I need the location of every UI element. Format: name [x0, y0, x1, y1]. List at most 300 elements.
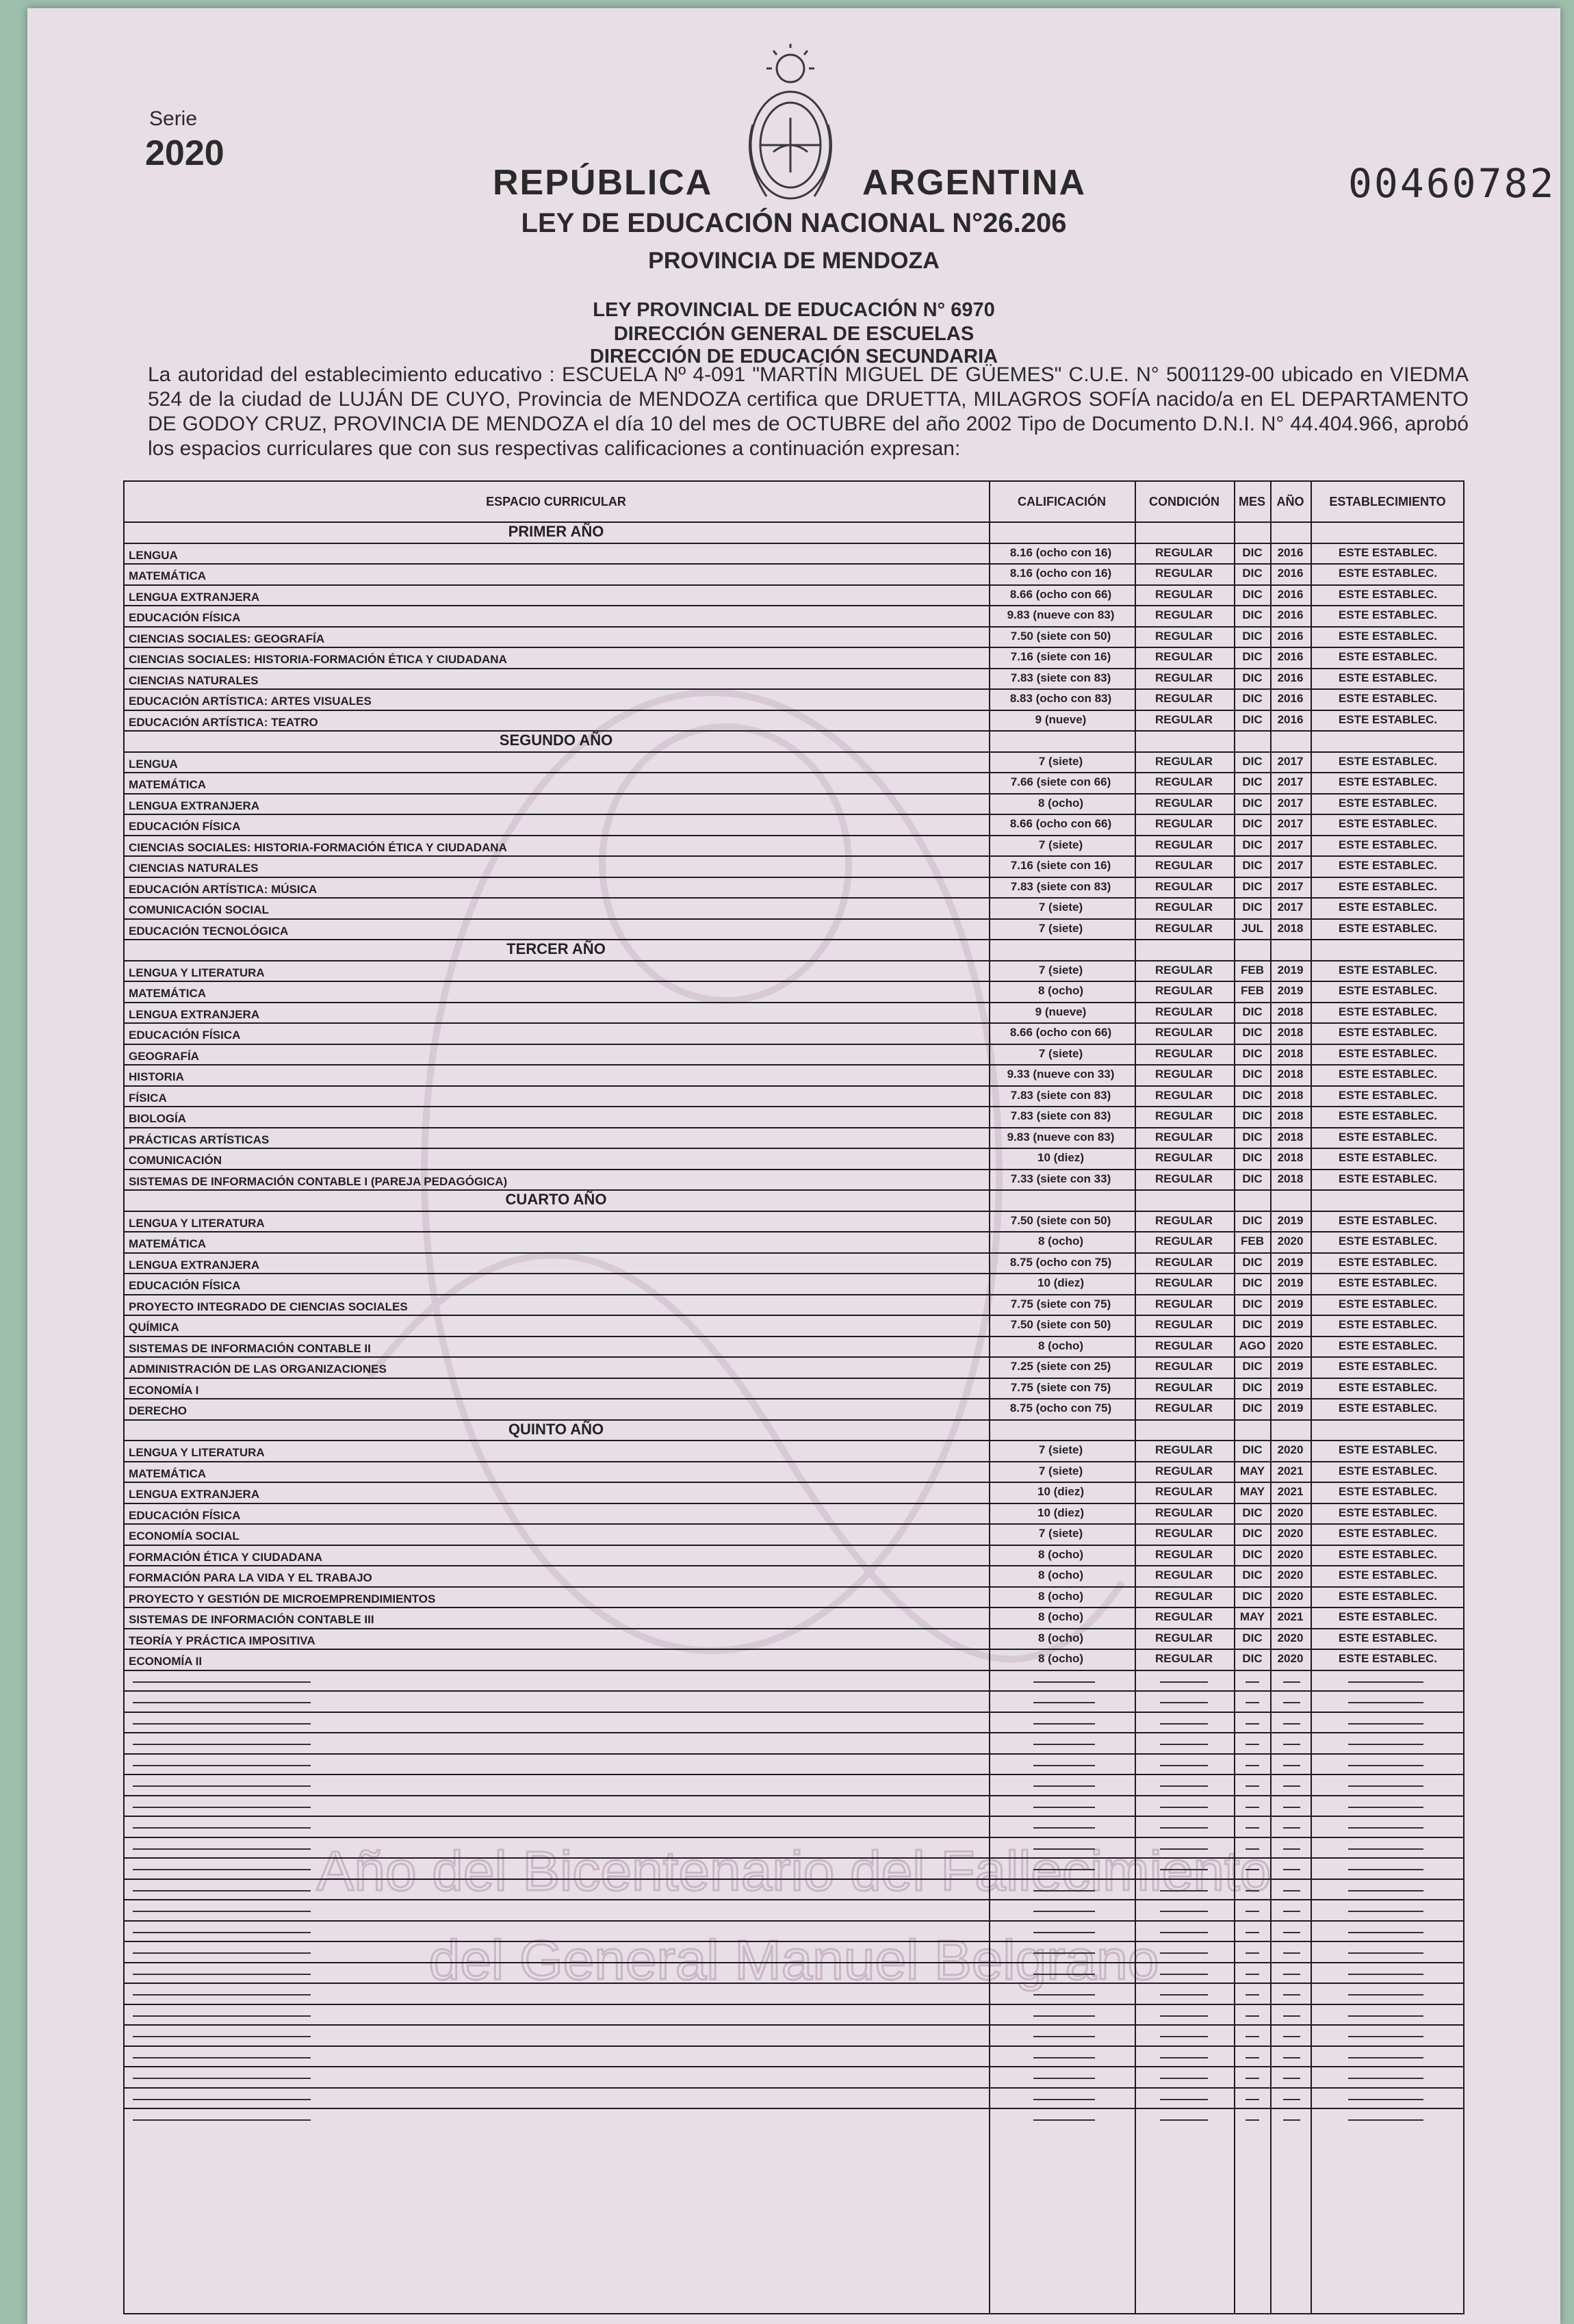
grade-cell: 8 (ocho) — [1037, 1339, 1084, 1352]
year-cell: 2020 — [1277, 1547, 1304, 1561]
condition-cell: REGULAR — [1154, 1276, 1213, 1289]
grade-cell: 7.16 (siete con 16) — [1010, 650, 1111, 663]
section-title: CUARTO AÑO — [505, 1191, 607, 1208]
year-cell: 2020 — [1277, 1652, 1304, 1665]
month-cell: DIC — [1242, 1068, 1263, 1081]
blank-line — [1160, 1681, 1208, 1683]
school-cell: ESTE ESTABLEC. — [1338, 1443, 1438, 1456]
month-cell: DIC — [1242, 1213, 1263, 1227]
table-row — [123, 1628, 1465, 1651]
blank-line — [1160, 2036, 1208, 2037]
watermark-line-2: del General Manuel Belgrano — [428, 1929, 1159, 1991]
school-cell: ESTE ESTABLEC. — [1338, 1026, 1438, 1039]
school-cell: ESTE ESTABLEC. — [1338, 1380, 1438, 1394]
blank-line — [133, 2057, 311, 2058]
subject-cell: EDUCACIÓN FÍSICA — [129, 1508, 241, 1522]
blank-line — [1283, 1974, 1300, 1975]
grade-cell: 7.75 (siete con 75) — [1010, 1380, 1111, 1394]
serial-number: 00460782 — [1348, 160, 1556, 207]
subject-cell: MATEMÁTICA — [129, 569, 206, 582]
school-cell: ESTE ESTABLEC. — [1338, 1046, 1438, 1060]
condition-cell: REGULAR — [1154, 692, 1213, 705]
subject-cell: BIOLOGÍA — [129, 1112, 187, 1125]
subject-cell: CIENCIAS NATURALES — [129, 862, 259, 875]
subject-cell: SISTEMAS DE INFORMACIÓN CONTABLE II — [129, 1341, 371, 1355]
blank-line — [1033, 1994, 1095, 1996]
blank-line — [1033, 2078, 1095, 2079]
year-cell: 2017 — [1277, 817, 1304, 830]
school-cell: ESTE ESTABLEC. — [1338, 1068, 1438, 1081]
school-cell: ESTE ESTABLEC. — [1338, 608, 1438, 621]
empty-row — [123, 2087, 1465, 2110]
table-row — [123, 563, 1465, 586]
grade-cell: 8 (ocho) — [1037, 1631, 1084, 1644]
blank-line — [1283, 1911, 1300, 1912]
table-row — [123, 605, 1465, 628]
condition-cell: REGULAR — [1154, 1318, 1213, 1331]
grade-cell: 7 (siete) — [1038, 1527, 1083, 1540]
condition-cell: REGULAR — [1154, 1568, 1213, 1581]
condition-cell: REGULAR — [1154, 796, 1213, 810]
school-cell: ESTE ESTABLEC. — [1338, 650, 1438, 663]
blank-line — [133, 1974, 311, 1975]
year-cell: 2020 — [1277, 1527, 1304, 1540]
blank-line — [1348, 1848, 1423, 1850]
direccion-secundaria: DIRECCIÓN DE EDUCACIÓN SECUNDARIA — [589, 346, 998, 367]
table-row — [123, 1044, 1465, 1066]
month-cell: DIC — [1242, 796, 1263, 810]
subject-cell: ADMINISTRACIÓN DE LAS ORGANIZACIONES — [129, 1363, 387, 1376]
subject-cell: MATEMÁTICA — [129, 987, 206, 1000]
subject-cell: COMUNICACIÓN — [129, 1154, 222, 1167]
condition-cell: REGULAR — [1154, 1213, 1213, 1227]
blank-line — [1348, 1827, 1423, 1829]
grade-cell: 10 (diez) — [1037, 1485, 1085, 1498]
month-cell: DIC — [1242, 608, 1263, 621]
blank-line — [1246, 2119, 1259, 2121]
school-cell: ESTE ESTABLEC. — [1338, 817, 1438, 830]
month-cell: DIC — [1242, 1046, 1263, 1060]
blank-line — [1246, 1932, 1259, 1933]
school-cell: ESTE ESTABLEC. — [1338, 1109, 1438, 1122]
month-cell: DIC — [1242, 1151, 1263, 1164]
year-cell: 2019 — [1277, 1402, 1304, 1415]
year-cell: 2019 — [1277, 1318, 1304, 1331]
year-cell: 2016 — [1277, 608, 1304, 621]
empty-row — [123, 1732, 1465, 1755]
grade-cell: 10 (diez) — [1037, 1151, 1085, 1164]
condition-cell: REGULAR — [1154, 984, 1213, 997]
blank-line — [1283, 2036, 1300, 2037]
month-cell: DIC — [1242, 1652, 1263, 1665]
blank-line — [1348, 1994, 1423, 1996]
school-cell: ESTE ESTABLEC. — [1338, 1485, 1438, 1498]
grade-cell: 9.83 (nueve con 83) — [1007, 1130, 1115, 1144]
empty-row — [123, 1983, 1465, 2005]
year-cell: 2018 — [1277, 1046, 1304, 1060]
grade-cell: 8.66 (ocho con 66) — [1009, 587, 1112, 601]
blank-line — [1283, 1848, 1300, 1850]
table-row — [123, 710, 1465, 732]
grade-cell: 7.16 (siete con 16) — [1010, 859, 1111, 872]
school-cell: ESTE ESTABLEC. — [1338, 587, 1438, 601]
blank-line — [1160, 1744, 1208, 1745]
school-cell: ESTE ESTABLEC. — [1338, 1255, 1438, 1269]
blank-line — [133, 1765, 311, 1766]
subject-cell: EDUCACIÓN FÍSICA — [129, 820, 241, 833]
condition-cell: REGULAR — [1154, 1380, 1213, 1394]
subject-cell: LENGUA EXTRANJERA — [129, 1007, 260, 1021]
blank-line — [1033, 2119, 1095, 2121]
section-row — [123, 939, 1465, 961]
empty-row — [123, 2045, 1465, 2068]
subject-cell: CIENCIAS SOCIALES: HISTORIA-FORMACIÓN ÉTICA Y CIUDADANA — [129, 840, 507, 854]
year-cell: 2021 — [1277, 1485, 1304, 1498]
blank-line — [1246, 1974, 1259, 1975]
table-row — [123, 855, 1465, 878]
serie-label: Serie — [149, 107, 198, 130]
school-cell: ESTE ESTABLEC. — [1338, 984, 1438, 997]
section-title: PRIMER AÑO — [508, 523, 604, 540]
blank-line — [1283, 1952, 1300, 1954]
blank-line — [1283, 2057, 1300, 2058]
blank-line — [133, 1681, 311, 1683]
table-row — [123, 1378, 1465, 1400]
argentina-heading: ARGENTINA — [862, 163, 1087, 203]
blank-line — [1033, 1785, 1095, 1787]
table-row — [123, 647, 1465, 669]
blank-line — [1348, 1932, 1423, 1933]
empty-row — [123, 1712, 1465, 1734]
blank-line — [1160, 1974, 1208, 1975]
year-cell: 2020 — [1277, 1631, 1304, 1644]
table-row — [123, 751, 1465, 774]
year-cell: 2016 — [1277, 712, 1304, 726]
blank-line — [133, 1994, 311, 1996]
blank-line — [1283, 1681, 1300, 1683]
subject-cell: LENGUA Y LITERATURA — [129, 966, 265, 979]
condition-cell: REGULAR — [1154, 1151, 1213, 1164]
month-cell: DIC — [1242, 1443, 1263, 1456]
subject-cell: HISTORIA — [129, 1070, 184, 1083]
month-cell: MAY — [1239, 1485, 1265, 1498]
month-cell: DIC — [1242, 1506, 1263, 1519]
subject-cell: LENGUA — [129, 757, 178, 771]
condition-cell: REGULAR — [1154, 712, 1213, 726]
blank-line — [1033, 1723, 1095, 1725]
blank-line — [1348, 1869, 1423, 1870]
year-cell: 2018 — [1277, 921, 1304, 935]
table-row — [123, 1294, 1465, 1317]
blank-line — [1246, 1848, 1259, 1850]
month-cell: DIC — [1242, 1088, 1263, 1102]
year-cell: 2019 — [1277, 1380, 1304, 1394]
condition-cell: REGULAR — [1154, 1297, 1213, 1311]
subject-cell: ECONOMÍA II — [129, 1655, 203, 1668]
condition-cell: REGULAR — [1154, 1506, 1213, 1519]
school-cell: ESTE ESTABLEC. — [1338, 567, 1438, 580]
blank-line — [1283, 1765, 1300, 1766]
blank-line — [133, 1911, 311, 1912]
blank-line — [1348, 2119, 1423, 2121]
subject-cell: MATEMÁTICA — [129, 1237, 206, 1250]
blank-line — [1160, 1994, 1208, 1996]
grade-cell: 7 (siete) — [1038, 1046, 1083, 1060]
section-row — [123, 1419, 1465, 1442]
ley-provincial: LEY PROVINCIAL DE EDUCACIÓN N° 6970 — [593, 299, 995, 321]
school-cell: ESTE ESTABLEC. — [1338, 1297, 1438, 1311]
subject-cell: EDUCACIÓN FÍSICA — [129, 1029, 241, 1042]
month-cell: DIC — [1242, 879, 1263, 893]
school-cell: ESTE ESTABLEC. — [1338, 1235, 1438, 1248]
year-cell: 2016 — [1277, 587, 1304, 601]
month-cell: DIC — [1242, 1402, 1263, 1415]
section-row — [123, 521, 1465, 544]
blank-line — [1033, 1911, 1095, 1912]
grade-cell: 9 (nueve) — [1035, 712, 1087, 726]
condition-cell: REGULAR — [1154, 587, 1213, 601]
blank-line — [1160, 1785, 1208, 1787]
blank-line — [1283, 1932, 1300, 1933]
table-row — [123, 1336, 1465, 1358]
school-cell: ESTE ESTABLEC. — [1338, 1547, 1438, 1561]
subject-cell: MATEMÁTICA — [129, 778, 206, 791]
grade-cell: 7.83 (siete con 83) — [1010, 671, 1111, 684]
year-cell: 2021 — [1277, 1610, 1304, 1623]
year-cell: 2016 — [1277, 692, 1304, 705]
school-cell: ESTE ESTABLEC. — [1338, 545, 1438, 559]
blank-line — [1246, 1952, 1259, 1954]
subject-cell: CIENCIAS SOCIALES: GEOGRAFÍA — [129, 632, 325, 645]
month-cell: DIC — [1242, 587, 1263, 601]
blank-line — [1246, 1911, 1259, 1912]
blank-line — [133, 1827, 311, 1829]
table-row — [123, 1022, 1465, 1045]
condition-cell: REGULAR — [1154, 629, 1213, 643]
empty-row — [123, 1670, 1465, 1692]
subject-cell: QUÍMICA — [129, 1321, 179, 1334]
table-row — [123, 1545, 1465, 1567]
blank-line — [1283, 1994, 1300, 1996]
grade-cell: 7 (siete) — [1038, 754, 1083, 768]
blank-line — [133, 2036, 311, 2037]
grade-cell: 7.50 (siete con 50) — [1010, 629, 1111, 643]
month-cell: FEB — [1241, 1235, 1264, 1248]
watermark-line-1: Año del Bicentenario del Fallecimiento — [316, 1840, 1272, 1902]
blank-line — [133, 1744, 311, 1745]
condition-cell: REGULAR — [1154, 817, 1213, 830]
blank-line — [1160, 2015, 1208, 2017]
blank-line — [133, 1702, 311, 1703]
condition-cell: REGULAR — [1154, 921, 1213, 935]
grade-cell: 8 (ocho) — [1037, 1547, 1084, 1561]
subject-cell: FORMACIÓN PARA LA VIDA Y EL TRABAJO — [129, 1571, 372, 1584]
condition-cell: REGULAR — [1154, 1443, 1213, 1456]
serie-year: 2020 — [145, 133, 224, 173]
subject-cell: EDUCACIÓN FÍSICA — [129, 611, 241, 624]
table-row — [123, 1461, 1465, 1484]
blank-line — [1033, 1702, 1095, 1703]
blank-line — [133, 1723, 311, 1725]
month-cell: DIC — [1242, 1297, 1263, 1311]
grade-cell: 10 (diez) — [1037, 1506, 1085, 1519]
grade-cell: 8 (ocho) — [1037, 1235, 1084, 1248]
grade-cell: 8.83 (ocho con 83) — [1009, 692, 1112, 705]
blank-line — [1246, 2099, 1259, 2100]
blank-line — [1246, 2078, 1259, 2079]
blank-line — [1160, 2119, 1208, 2121]
year-cell: 2019 — [1277, 963, 1304, 977]
school-cell: ESTE ESTABLEC. — [1338, 1339, 1438, 1352]
blank-line — [1283, 1807, 1300, 1808]
grade-cell: 9 (nueve) — [1035, 1005, 1087, 1018]
condition-cell: REGULAR — [1154, 1088, 1213, 1102]
year-cell: 2016 — [1277, 629, 1304, 643]
subject-cell: CIENCIAS NATURALES — [129, 673, 259, 687]
table-row — [123, 1523, 1465, 1546]
ley-nacional: LEY DE EDUCACIÓN NACIONAL N°26.206 — [521, 208, 1067, 238]
condition-cell: REGULAR — [1154, 545, 1213, 559]
blank-line — [1246, 2015, 1259, 2017]
year-cell: 2016 — [1277, 671, 1304, 684]
blank-line — [1348, 2057, 1423, 2058]
grade-cell: 8.75 (ocho con 75) — [1009, 1255, 1112, 1269]
condition-cell: REGULAR — [1154, 754, 1213, 768]
year-cell: 2020 — [1277, 1235, 1304, 1248]
school-cell: ESTE ESTABLEC. — [1338, 796, 1438, 810]
school-cell: ESTE ESTABLEC. — [1338, 754, 1438, 768]
year-cell: 2020 — [1277, 1568, 1304, 1581]
table-row — [123, 1586, 1465, 1609]
subject-cell: PROYECTO Y GESTIÓN DE MICROEMPRENDIMIENTOS — [129, 1592, 436, 1605]
blank-line — [1033, 1744, 1095, 1745]
year-cell: 2021 — [1277, 1464, 1304, 1477]
month-cell: DIC — [1242, 1318, 1263, 1331]
grade-cell: 7 (siete) — [1038, 963, 1083, 977]
condition-cell: REGULAR — [1154, 1068, 1213, 1081]
school-cell: ESTE ESTABLEC. — [1338, 1568, 1438, 1581]
subject-cell: EDUCACIÓN ARTÍSTICA: MÚSICA — [129, 882, 318, 896]
school-cell: ESTE ESTABLEC. — [1338, 712, 1438, 726]
year-cell: 2018 — [1277, 1109, 1304, 1122]
school-cell: ESTE ESTABLEC. — [1338, 1589, 1438, 1603]
grade-cell: 7.33 (siete con 33) — [1010, 1172, 1111, 1185]
subject-cell: EDUCACIÓN ARTÍSTICA: ARTES VISUALES — [129, 695, 372, 708]
condition-cell: REGULAR — [1154, 1631, 1213, 1644]
subject-cell: LENGUA Y LITERATURA — [129, 1216, 265, 1230]
table-row — [123, 1127, 1465, 1150]
blank-line — [1283, 1785, 1300, 1787]
grade-cell: 8 (ocho) — [1037, 1610, 1084, 1623]
section-row — [123, 730, 1465, 753]
year-cell: 2018 — [1277, 1026, 1304, 1039]
blank-line — [1283, 2119, 1300, 2121]
month-cell: JUL — [1241, 921, 1264, 935]
header-espacio: ESPACIO CURRICULAR — [486, 495, 626, 508]
blank-line — [1033, 1974, 1095, 1975]
grade-cell: 7.50 (siete con 50) — [1010, 1318, 1111, 1331]
month-cell: DIC — [1242, 1276, 1263, 1289]
table-row — [123, 1106, 1465, 1128]
school-cell: ESTE ESTABLEC. — [1338, 1652, 1438, 1665]
year-cell: 2016 — [1277, 567, 1304, 580]
table-row — [123, 772, 1465, 795]
blank-line — [1283, 2078, 1300, 2079]
year-cell: 2017 — [1277, 838, 1304, 851]
school-cell: ESTE ESTABLEC. — [1338, 1130, 1438, 1144]
school-cell: ESTE ESTABLEC. — [1338, 1464, 1438, 1477]
subject-cell: SISTEMAS DE INFORMACIÓN CONTABLE III — [129, 1613, 374, 1626]
grade-cell: 7 (siete) — [1038, 1464, 1083, 1477]
section-title: TERCER AÑO — [506, 940, 606, 957]
blank-line — [1283, 1869, 1300, 1870]
table-row — [123, 1169, 1465, 1191]
blank-line — [1160, 2078, 1208, 2079]
blank-line — [1033, 1765, 1095, 1766]
table-row — [123, 1273, 1465, 1295]
table-row — [123, 1064, 1465, 1087]
table-row — [123, 688, 1465, 711]
year-cell: 2018 — [1277, 1068, 1304, 1081]
blank-line — [1348, 1723, 1423, 1725]
table-row — [123, 1002, 1465, 1024]
blank-line — [1160, 1702, 1208, 1703]
table-row — [123, 1211, 1465, 1233]
blank-line — [1033, 1869, 1095, 1870]
year-cell: 2019 — [1277, 1297, 1304, 1311]
grade-cell: 7.83 (siete con 83) — [1010, 879, 1111, 893]
school-cell: ESTE ESTABLEC. — [1338, 963, 1438, 977]
grade-cell: 8.16 (ocho con 16) — [1009, 567, 1112, 580]
subject-cell: COMUNICACIÓN SOCIAL — [129, 903, 269, 916]
empty-row — [123, 1837, 1465, 1859]
section-title: SEGUNDO AÑO — [499, 732, 613, 749]
condition-cell: REGULAR — [1154, 901, 1213, 914]
blank-line — [1033, 2015, 1095, 2017]
condition-cell: REGULAR — [1154, 775, 1213, 788]
subject-cell: EDUCACIÓN ARTÍSTICA: TEATRO — [129, 715, 318, 729]
school-cell: ESTE ESTABLEC. — [1338, 692, 1438, 705]
month-cell: MAY — [1239, 1464, 1265, 1477]
condition-cell: REGULAR — [1154, 671, 1213, 684]
year-cell: 2020 — [1277, 1443, 1304, 1456]
year-cell: 2016 — [1277, 545, 1304, 559]
empty-row — [123, 2108, 1465, 2130]
table-row — [123, 897, 1465, 920]
coat-of-arms-icon — [739, 42, 842, 207]
month-cell: DIC — [1242, 838, 1263, 851]
blank-line — [1246, 2036, 1259, 2037]
year-cell: 2018 — [1277, 1172, 1304, 1185]
month-cell: DIC — [1242, 901, 1263, 914]
condition-cell: REGULAR — [1154, 1402, 1213, 1415]
subject-cell: ECONOMÍA I — [129, 1383, 199, 1397]
month-cell: AGO — [1239, 1339, 1266, 1352]
provincia: PROVINCIA DE MENDOZA — [648, 248, 940, 274]
republica-heading: REPÚBLICA — [493, 163, 713, 203]
condition-cell: REGULAR — [1154, 1464, 1213, 1477]
condition-cell: REGULAR — [1154, 650, 1213, 663]
table-row — [123, 1148, 1465, 1170]
table-row — [123, 1503, 1465, 1525]
blank-line — [1160, 1890, 1208, 1892]
blank-line — [1033, 1807, 1095, 1808]
grade-cell: 8 (ocho) — [1037, 796, 1084, 810]
empty-row — [123, 1795, 1465, 1818]
table-row — [123, 584, 1465, 607]
condition-cell: REGULAR — [1154, 879, 1213, 893]
empty-row — [123, 1690, 1465, 1713]
